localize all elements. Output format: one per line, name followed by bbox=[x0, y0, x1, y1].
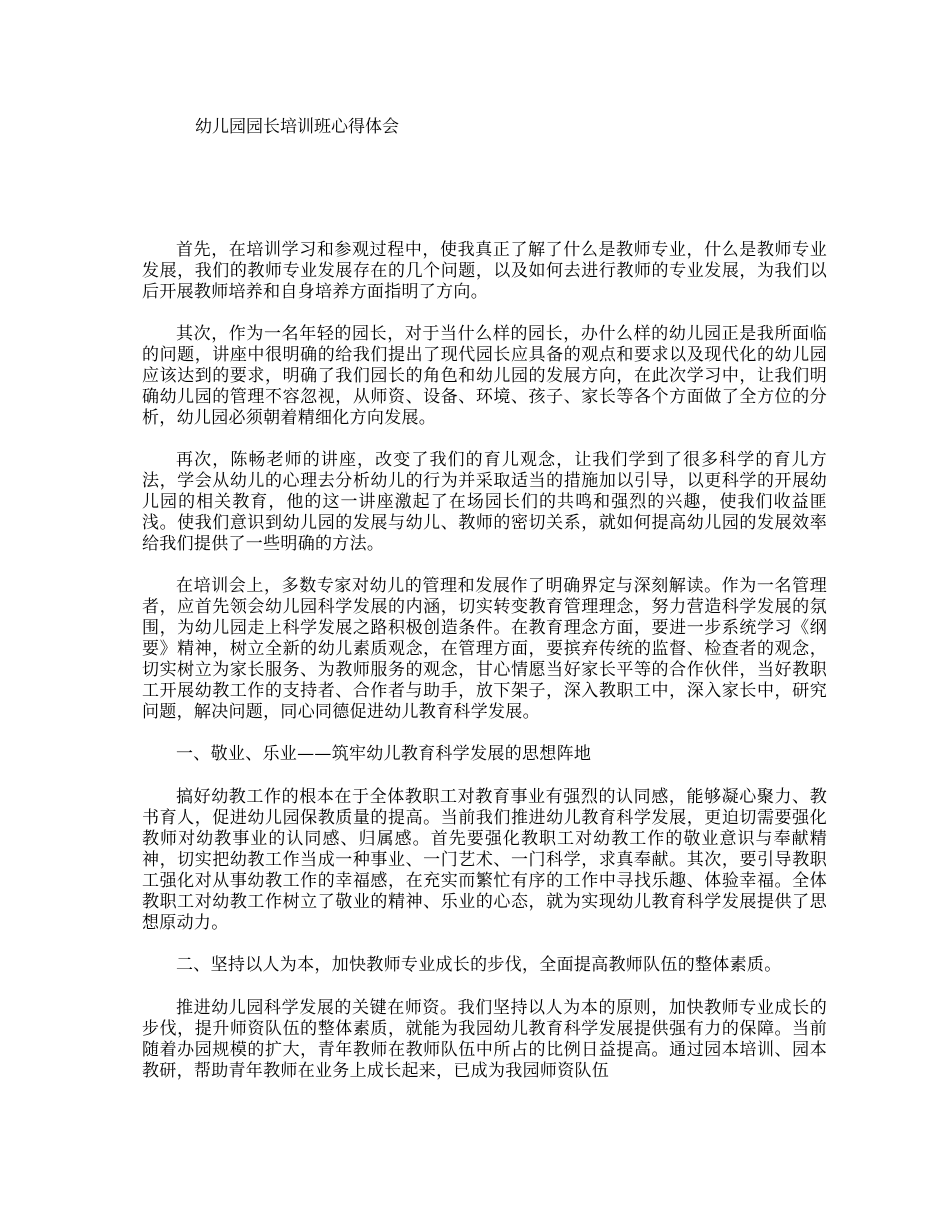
paragraph-3: 再次，陈畅老师的讲座，改变了我们的育儿观念，让我们学到了很多科学的育儿方法，学会从幼儿的心理去分析幼儿的行为并采取适当的措施加以引导，以更科学的开展幼儿园的相关教育，他的这一讲座激起了在场园长们的共鸣和强烈的兴趣，使我们收益匪浅。使我们意识到幼儿园的发展与幼儿、教师的密切关系，就如何提高幼儿园的发展效率给我们提供了一些明确的方法。 bbox=[142, 450, 827, 554]
document-title: 幼儿园园长培训班心得体会 bbox=[195, 117, 399, 137]
paragraph-6: 推进幼儿园科学发展的关键在师资。我们坚持以人为本的原则，加快教师专业成长的步伐，提升师资队伍的整体素质，就能为我园幼儿教育科学发展提供强有力的保障。当前随着办园规模的扩大，青年教师在教师队伍中所占的比例日益提高。通过园本培训、园本教研，帮助青年教师在业务上成长起来，已成为我园师资队伍 bbox=[142, 998, 827, 1081]
section-heading-1: 一、敬业、乐业——筑牢幼儿教育科学发展的思想阵地 bbox=[176, 744, 592, 764]
paragraph-4: 在培训会上，多数专家对幼儿的管理和发展作了明确界定与深刻解读。作为一名管理者，应首先领会幼儿园科学发展的内涵，切实转变教育管理理念，努力营造科学发展的氛围，为幼儿园走上科学发展之路积极创造条件。在教育理念方面，要进一步系统学习《纲要》精神，树立全新的幼儿素质观念，在管理方面，要摈弃传统的监督、检查者的观念，切实树立为家长服务、为教师服务的观念，甘心情愿当好家长平等的合作伙伴，当好教职工开展幼教工作的支持者、合作者与助手，放下架子，深入教职工中，深入家长中，研究问题，解决问题，同心同德促进幼儿教育科学发展。 bbox=[142, 576, 827, 722]
document-body bbox=[142, 240, 827, 1103]
paragraph-1: 首先，在培训学习和参观过程中，使我真正了解了什么是教师专业，什么是教师专业发展，我们的教师专业发展存在的几个问题，以及如何去进行教师的专业发展，为我们以后开展教师培养和自身培养方面指明了方向。 bbox=[142, 240, 827, 302]
paragraph-5: 搞好幼教工作的根本在于全体教职工对教育事业有强烈的认同感，能够凝心聚力、教书育人，促进幼儿园保教质量的提高。当前我们推进幼儿教育科学发展，更迫切需要强化教师对幼教事业的认同感、归属感。首先要强化教职工对幼教工作的敬业意识与奉献精神，切实把幼教工作当成一种事业、一门艺术、一门科学，求真奉献。其次，要引导教职工强化对从事幼教工作的幸福感，在充实而繁忙有序的工作中寻找乐趣、体验幸福。全体教职工对幼教工作树立了敬业的精神、乐业的心态，就为实现幼儿教育科学发展提供了思想原动力。 bbox=[142, 787, 827, 933]
paragraph-2: 其次，作为一名年轻的园长，对于当什么样的园长，办什么样的幼儿园正是我所面临的问题，讲座中很明确的给我们提出了现代园长应具备的观点和要求以及现代化的幼儿园应该达到的要求，明确了我们园长的角色和幼儿园的发展方向，在此次学习中，让我们明确幼儿园的管理不容忽视，从师资、设备、环境、孩子、家长等各个方面做了全方位的分析，幼儿园必须朝着精细化方向发展。 bbox=[142, 324, 827, 428]
section-heading-2: 二、坚持以人为本，加快教师专业成长的步伐，全面提高教师队伍的整体素质。 bbox=[176, 955, 782, 975]
